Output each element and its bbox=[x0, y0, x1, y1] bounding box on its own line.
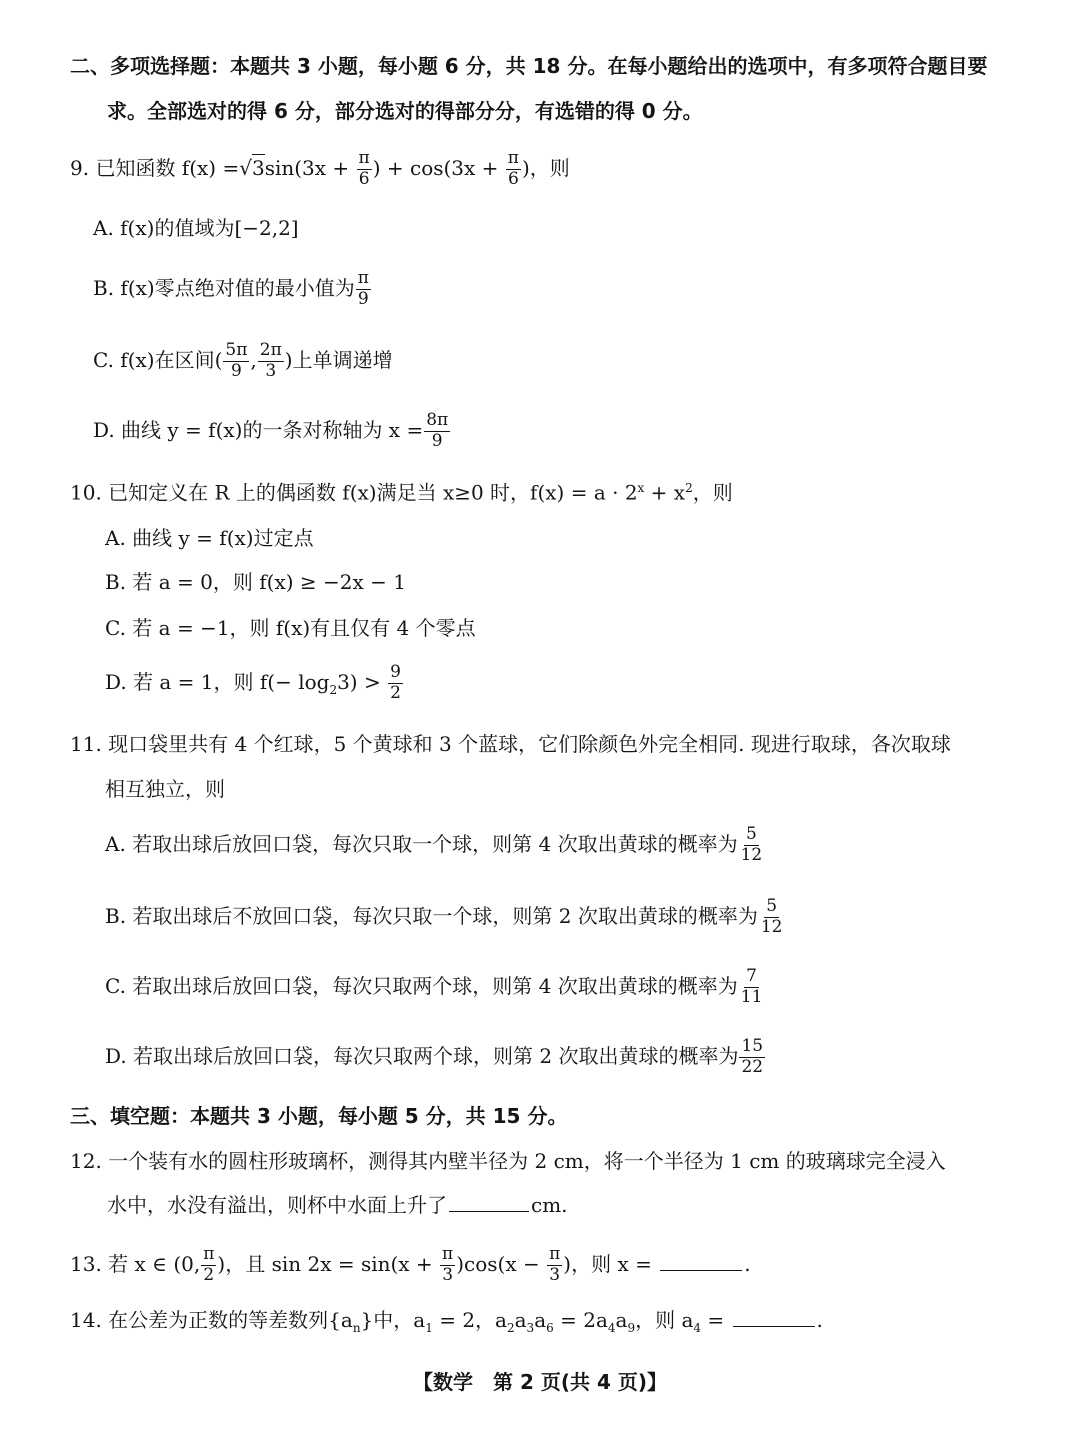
answer-blank bbox=[733, 1325, 815, 1327]
question-10-option-c: C. 若 a = −1，则 f(x)有且仅有 4 个零点 bbox=[105, 616, 476, 640]
question-10-option-d: D. 若 a = 1，则 $f(- \log_23)$ > $\frac{9}{2}$ bbox=[105, 662, 401, 703]
question-9-option-d: D. 曲线 y = f(x)的一条对称轴为 x = $\frac{8\pi}{9}$ bbox=[93, 410, 449, 451]
section-2-heading-line1: 二、多项选择题：本题共 3 小题，每小题 6 分，共 18 分。在每小题给出的选项中，有多项符合题目要 bbox=[70, 54, 988, 78]
question-11-stem-line2: 相互独立，则 bbox=[105, 777, 225, 801]
answer-blank bbox=[660, 1269, 742, 1271]
question-9-stem: 9. 已知函数 f(x) =√3sin(3x + $\frac{\pi}{6}$ ) + cos(3x + $\frac{\pi}{6}$ )，则 bbox=[70, 148, 570, 189]
question-11-option-a: A. 若取出球后放回口袋，每次只取一个球，则第 4 次取出黄球的概率为 $\frac{5}{12}$ bbox=[105, 824, 763, 865]
question-9-option-b: B. f(x)零点绝对值的最小值为 $\frac{\pi}{9}$ bbox=[93, 268, 369, 309]
question-11-option-d: D. 若取出球后放回口袋，每次只取两个球，则第 2 次取出黄球的概率为 $\frac{15}{22}$ bbox=[105, 1036, 764, 1077]
question-12-stem-line2: 水中，水没有溢出，则杯中水面上升了 cm. bbox=[107, 1193, 568, 1217]
question-10-option-a: A. 曲线 y = f(x)过定点 bbox=[105, 526, 314, 550]
fraction-pi-6: $\frac{\pi}{6}$ bbox=[358, 148, 370, 189]
page-footer: 【数学 第 2 页(共 4 页)】 bbox=[413, 1370, 667, 1394]
question-13-stem: 13. 若 x ∈ (0, $\frac{\pi}{2}$ )，且 sin 2x = sin(x + $\frac{\pi}{3}$ )cos(x − $\frac{\pi}{3}$ )，则 x = . bbox=[70, 1244, 751, 1285]
question-11-option-c: C. 若取出球后放回口袋，每次只取两个球，则第 4 次取出黄球的概率为 $\frac{7}{11}$ bbox=[105, 966, 763, 1007]
question-9-option-c: C. f(x)在区间( $\frac{5\pi}{9}$ , $\frac{2\pi}{3}$ )上单调递增 bbox=[93, 340, 393, 381]
question-9-option-a: A. f(x)的值域为[−2,2] bbox=[93, 216, 299, 240]
question-10-stem: 10. 已知定义在 R 上的偶函数 f(x)满足当 x≥0 时，$f(x) = a \cdot 2^x + x^2$，则 bbox=[70, 480, 733, 505]
section-2-heading-line2: 求。全部选对的得 6 分，部分选对的得部分分，有选错的得 0 分。 bbox=[107, 99, 703, 123]
question-14-stem: 14. 在公差为正数的等差数列$\{a_n\}$中，$a_1 = 2$，$a_2a_3a_6 = 2a_4a_9$，则 $a_4$ = . bbox=[70, 1308, 823, 1335]
question-11-option-b: B. 若取出球后不放回口袋，每次只取一个球，则第 2 次取出黄球的概率为 $\frac{5}{12}$ bbox=[105, 896, 783, 937]
answer-blank bbox=[449, 1210, 529, 1212]
question-10-option-b: B. 若 a = 0，则 f(x) ≥ −2x − 1 bbox=[105, 570, 406, 594]
fraction-pi-6b: $\frac{\pi}{6}$ bbox=[507, 148, 519, 189]
section-3-heading: 三、填空题：本题共 3 小题，每小题 5 分，共 15 分。 bbox=[70, 1104, 568, 1128]
question-12-stem-line1: 12. 一个装有水的圆柱形玻璃杯，测得其内壁半径为 2 cm，将一个半径为 1 cm 的玻璃球完全浸入 bbox=[70, 1149, 946, 1173]
question-11-stem-line1: 11. 现口袋里共有 4 个红球，5 个黄球和 3 个蓝球，它们除颜色外完全相同. 现进行取球，各次取球 bbox=[70, 732, 951, 756]
